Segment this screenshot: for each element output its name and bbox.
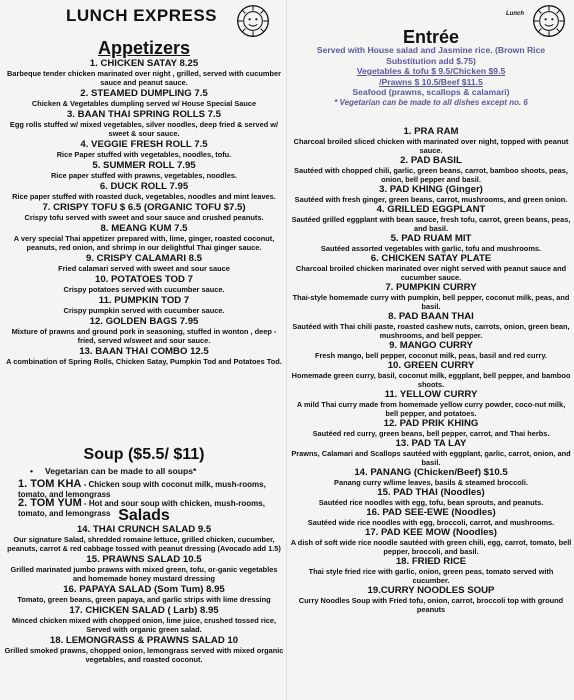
menu-item <box>290 253 572 282</box>
menu-item-description: A dish of soft wide rice noodle sautéed with green chili, egg, carrot, tomato, bell pepper, broccoli, and basil. <box>290 538 572 556</box>
menu-item-description: Thai-style homemade curry with pumpkin, bell pepper, coconut milk, peas, and basil. <box>292 293 570 311</box>
menu-item-name: 13. BAAN THAI COMBO 12.5 <box>79 346 209 357</box>
menu-item-name: 12. PAD PRIK KHING <box>383 418 479 429</box>
menu-item-description: Charcoal broiled chicken marinated over night served with peanut sauce and cucumber sauce. <box>295 264 567 282</box>
menu-item-name: 8. MEANG KUM 7.5 <box>100 223 188 234</box>
menu-item-description: Crispy pumpkin served with cucumber sauce. <box>63 306 225 315</box>
menu-item-name: 16. PAPAYA SALAD (Som Tum) 8.95 <box>63 584 225 595</box>
menu-item-name: 2. PAD BASIL <box>400 155 462 166</box>
note-veg-chicken: Vegetables & tofu $ 9.5/Chicken $9.5 <box>356 66 506 76</box>
menu-item-name: 9. CRISPY CALAMARI 8.5 <box>85 253 203 264</box>
menu-item <box>4 109 284 138</box>
menu-item-name: 10. POTATOES TOD 7 <box>95 274 193 285</box>
menu-item-description: Barbeque tender chicken marinated over night , grilled, served with cucumber sauce and peanut sauce. <box>7 69 281 87</box>
menu-item-name: 5. PAD RUAM MIT <box>390 233 472 244</box>
left-column <box>4 0 284 700</box>
menu-item <box>4 88 284 108</box>
soup-note <box>30 466 280 476</box>
menu-item-name: 19.CURRY NOODLES SOUP <box>367 585 495 596</box>
soup-note-text: Vegetarian can be made to all soups* <box>44 466 197 476</box>
entree-notes <box>296 45 566 108</box>
soup-item-description: - Hot and sour soup with chicken, mush-rooms, tomato, and lemongrass <box>18 499 265 518</box>
menu-item-name: 6. CHICKEN SATAY PLATE <box>370 253 492 264</box>
menu-item-description: Thai style fried rice with garlic, onion, green peas, tomato served with cucumber. <box>308 567 554 585</box>
menu-item-name: 4. GRILLED EGGPLANT <box>376 204 486 215</box>
appetizers-heading: Appetizers <box>97 38 191 58</box>
menu-item-description: Panang curry w/lime leaves, basils & steamed broccoli. <box>334 478 528 487</box>
menu-item <box>4 554 284 583</box>
menu-item-name: 8. PAD BAAN THAI <box>388 311 474 322</box>
right-column <box>290 0 572 700</box>
menu-item <box>290 340 572 360</box>
menu-item <box>290 126 572 155</box>
salads-heading: Salads <box>118 507 170 524</box>
menu-item <box>4 295 284 315</box>
menu-item-description: Minced chicken mixed with chopped onion, lime juice, crushed tossed rice, Served with organic green salad. <box>11 616 277 634</box>
menu-item-name: 7. CRISPY TOFU $ 6.5 (ORGANIC TOFU $7.5) <box>42 202 246 213</box>
menu-item-description: Fresh mango, bell pepper, coconut milk, peas, basil and red curry. <box>315 351 547 360</box>
menu-item-name: 18. FRIED RICE <box>395 556 467 567</box>
lunch-label: Lunch <box>506 11 524 17</box>
menu-item-name: 5. SUMMER ROLL 7.95 <box>92 160 196 171</box>
menu-item <box>290 184 572 204</box>
soup-item-description: - Chicken soup with coconut milk, mush-rooms, tomato, and lemongrass <box>18 480 266 499</box>
menu-item-name: 9. MANGO CURRY <box>389 340 473 351</box>
note-rice: Served with House salad and Jasmine rice. (Brown Rice Substitution add $.75) <box>316 45 546 66</box>
menu-item <box>290 507 572 527</box>
menu-item-description: Fried calamari served with sweet and sour sauce <box>58 264 230 273</box>
menu-item <box>4 139 284 159</box>
menu-item <box>4 181 284 201</box>
menu-item-description: Grilled marinated jumbo prawns with mixed green, tofu, or-ganic vegetables and homemade honey mustard dressing <box>10 565 278 583</box>
menu-item <box>290 155 572 184</box>
menu-item-name: 14. THAI CRUNCH SALAD 9.5 <box>76 524 212 535</box>
menu-item-name: 11. YELLOW CURRY <box>384 389 478 400</box>
appetizers-list <box>4 58 284 367</box>
menu-item-description: Crispy potatoes served with cucumber sauce. <box>63 285 225 294</box>
menu-item <box>4 58 284 87</box>
menu-item <box>4 605 284 634</box>
menu-item-name: 15. PAD THAI (Noodles) <box>377 487 485 498</box>
menu-item-description: Sautéed assorted vegetables with garlic, tofu and mushrooms. <box>320 244 542 253</box>
menu-item-name: 17. CHICKEN SALAD ( Larb) 8.95 <box>69 605 219 616</box>
menu-item <box>290 204 572 233</box>
menu-item-description: Sautéed with fresh ginger, green beans, carrot, mushrooms, and green onion. <box>294 195 568 204</box>
menu-item <box>290 527 572 556</box>
entree-list <box>290 126 572 614</box>
sun-logo-icon <box>236 4 270 38</box>
menu-item-description: Chicken & Vegetables dumpling served w/ House Special Sauce <box>31 99 257 108</box>
menu-item <box>290 556 572 585</box>
column-divider <box>286 0 287 700</box>
menu-item <box>4 274 284 294</box>
menu-title: LUNCH EXPRESS <box>66 6 218 25</box>
note-vegetarian: * Vegetarian can be made to all dishes except no. 6 <box>334 97 528 107</box>
menu-item <box>290 467 572 487</box>
menu-item-name: 16. PAD SEE-EWE (Noodles) <box>366 507 496 518</box>
note-prawns-beef: /Prawns $ 10.5/Beef $11.5 <box>379 76 483 87</box>
menu-item-description: Mixture of prawns and ground pork in seasoning, stuffed in wonton , deep - fried, served w/sweet and sour sauce. <box>11 327 277 345</box>
menu-item-name: 11. PUMPKIN TOD 7 <box>98 295 190 306</box>
menu-item-description: Rice paper stuffed with roasted duck, vegetables, noodles and mint leaves. <box>12 192 276 201</box>
note-seafood: Seafood (prawns, scallops & calamari) <box>352 87 510 97</box>
menu-item <box>4 160 284 180</box>
soup-item-name: 1. TOM KHA <box>18 478 82 490</box>
menu-item <box>4 316 284 345</box>
menu-item-name: 3. BAAN THAI SPRING ROLLS 7.5 <box>66 109 222 120</box>
menu-item-name: 1. PRA RAM <box>403 126 459 137</box>
menu-item-name: 4. VEGGIE FRESH ROLL 7.5 <box>80 139 208 150</box>
menu-item <box>290 585 572 614</box>
menu-item-name: 6. DUCK ROLL 7.95 <box>99 181 189 192</box>
entree-heading: Entrée <box>402 27 460 47</box>
menu-item <box>4 584 284 604</box>
menu-item-name: 13. PAD TA LAY <box>395 438 467 449</box>
menu-item-description: A mild Thai curry made from homemade yellow curry powder, coco-nut milk, bell pepper, and potatoes. <box>296 400 566 418</box>
menu-item-description: Sautéed rice noodles with egg, tofu, bean sprouts, and peanuts. <box>318 498 544 507</box>
menu-item-description: Curry Noodles Soup with Fried tofu, onion, carrot, broccoli top with ground peanuts <box>298 596 564 614</box>
menu-item <box>290 418 572 438</box>
menu-item-description: Sautéed red curry, green beans, bell pepper, carrot, and Thai herbs. <box>312 429 550 438</box>
menu-item <box>290 389 572 418</box>
menu-item-description: Crispy tofu served with sweet and sour sauce and crushed peanuts. <box>24 213 264 222</box>
menu-item <box>290 233 572 253</box>
menu-item-name: 7. PUMPKIN CURRY <box>385 282 477 293</box>
menu-item <box>290 360 572 389</box>
menu-item-description: Sautéed wide rice noodles with egg, broccoli, carrot, and mushrooms. <box>307 518 555 527</box>
menu-item <box>4 223 284 252</box>
menu-item-description: Sautéed grilled eggplant with bean sauce, fresh tofu, carrot, green beans, peas, and basil. <box>291 215 571 233</box>
menu-item <box>290 311 572 340</box>
menu-item <box>290 438 572 467</box>
soup-item-name: 2. TOM YUM <box>18 497 82 510</box>
menu-item-description: Charcoal broiled sliced chicken with marinated over night, topped with peanut sauce. <box>293 137 569 155</box>
menu-item <box>290 282 572 311</box>
menu-item-description: Grilled smoked prawns, chopped onion, lemongrass served with mixed organic vegetables, and roasted coconut. <box>4 646 284 664</box>
menu-item-description: Homemade green curry, basil, coconut milk, eggplant, bell pepper, and bamboo shoots. <box>291 371 571 389</box>
menu-item-description: Rice paper stuffed with prawns, vegetables, noodles. <box>50 171 238 180</box>
menu-item-name: 12. GOLDEN BAGS 7.95 <box>89 316 199 327</box>
menu-item-name: 18. LEMONGRASS & PRAWNS SALAD 10 <box>49 635 239 646</box>
menu-item <box>4 346 284 366</box>
bullet-icon: • <box>30 466 45 476</box>
menu-item <box>4 635 284 664</box>
menu-item <box>4 524 284 553</box>
menu-item-name: 1. CHICKEN SATAY 8.25 <box>89 58 199 69</box>
menu-item-description: Sautéed with chopped chili, garlic, green beans, carrot, bamboo shoots, peas, onion, bell pepper and basil. <box>294 166 568 184</box>
menu-item-description: Our signature Salad, shredded romaine lettuce, grilled chicken, cucumber, peanuts, carrot & red cabbage tossed with peanut dressing (Avocado add 1.5) <box>7 535 281 553</box>
soup-heading: Soup ($5.5/ $11) <box>83 446 205 463</box>
salads-list <box>4 524 284 665</box>
menu-item <box>290 487 572 507</box>
menu-item <box>4 202 284 222</box>
menu-item-description: Rice Paper stuffed with vegetables, noodles, tofu. <box>56 150 232 159</box>
menu-item-name: 10. GREEN CURRY <box>387 360 475 371</box>
menu-item-name: 3. PAD KHING (Ginger) <box>379 184 483 195</box>
menu-item-name: 15. PRAWNS SALAD 10.5 <box>86 554 202 565</box>
menu-item-name: 14. PANANG (Chicken/Beef) $10.5 <box>354 467 508 478</box>
menu-item-name: 2. STEAMED DUMPLING 7.5 <box>80 88 208 99</box>
menu-item-description: Sautéed with Thai chili paste, roasted cashew nuts, carrots, onion, green bean, mushrooms, and bell pepper. <box>292 322 570 340</box>
menu-item-description: A very special Thai appetizer prepared with, lime, ginger, roasted coconut, peanuts, red onion, and shrimp in our delightful Thai ginger sauce. <box>13 234 275 252</box>
menu-item-description: Egg rolls stuffed w/ mixed vegetables, silver noodles, deep fried & served w/ sweet & sour sauce. <box>9 120 279 138</box>
menu-item-description: Tomato, green beans, green papaya, and garlic strips with lime dressing <box>17 595 271 604</box>
menu-item-name: 17. PAD KEE MOW (Noodles) <box>364 527 497 538</box>
menu-item-description: A combination of Spring Rolls, Chicken Satay, Pumpkin Tod and Potatoes Tod. <box>6 357 282 366</box>
menu-item-description: Prawns, Calamari and Scallops sautéed with eggplant, garlic, carrot, onion, and basil. <box>291 449 571 467</box>
menu-item <box>4 253 284 273</box>
